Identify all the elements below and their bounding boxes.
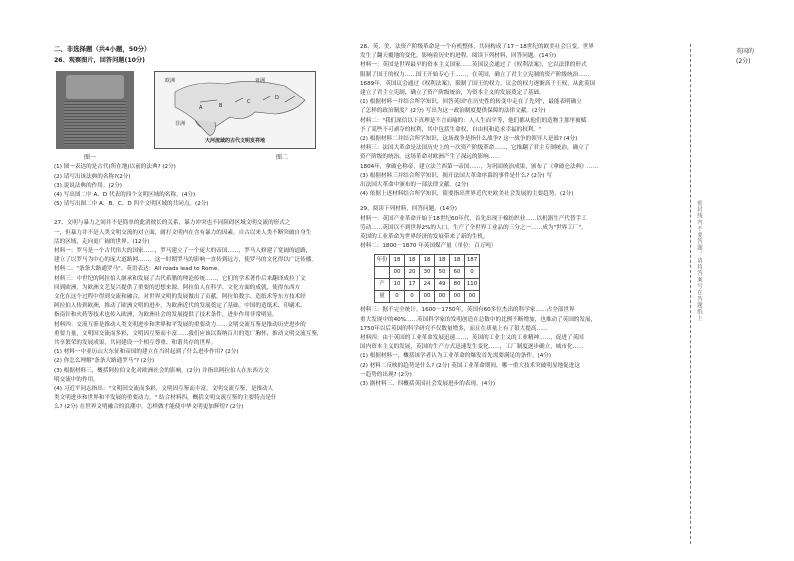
q27-material-3a: 材料三：中世纪的阿拉伯人继承和发展了古代希腊的理论传统……，它们的学术著作后来翻译成拉丁文 [54, 275, 306, 282]
table-row [375, 267, 480, 279]
q28-material-1a: 材料一：英国是世界最早的资本主义国家……英国议会通过了《权利法案》，它以法律的形式 [360, 62, 587, 69]
q27-sub-4: (4) 习近平同志指出："文明因交流而多彩，文明因互鉴而丰富。文明交流互鉴，是推动人 [54, 386, 274, 393]
q29-material-3b: 重大发现中的40%……英国科学家的发明创造在总数中的比例不断增加，也推动了英国的发展， [360, 316, 597, 323]
table-cell: 18 [405, 255, 420, 267]
q26-title: 26、观察图片，回答问题(10分) [54, 57, 145, 65]
q29-sub-2: (2) 材料二反映的趋势是什么? (2分) 英国工业革命期间，哪一重大技术突破明显地促进这 [360, 362, 580, 369]
table-cell: 0 [405, 291, 420, 303]
q27-sub-1: (1) 材料一中亚历山大东征和帝国的建立在当时起到了什么进步作用? (2分) [54, 349, 239, 356]
q28-intro-1: 28、英、美、法资产阶级革命是一个有机整体，共同构成了17－18世纪的欧美社会巨变，世界 [360, 44, 594, 50]
q29-material-1a: 材料一：英国产业革命开始于18世纪60年代，首先出现于棉纺织业……以机器生产代替手工 [360, 215, 587, 222]
q28-material-2a: 材料二："我们深信以下真理是不言而喻的：人人生而平等，他们都从他们的造物主那里被赋 [360, 117, 587, 124]
q27-material-3b: 回到欧洲，为欧洲文艺复兴提供了重要的思想来源。阿拉伯人在科学、文化方面的成就，使得东西方 [54, 284, 301, 291]
q27-sub-3: (3) 根据材料三，概括阿拉伯文化对欧洲社会的影响。(2分) 并指出阿拉伯人在东西方文 [54, 367, 270, 374]
table-cell: 年份 [375, 255, 390, 267]
q27-intro-3: 活的区域，走向更广阔的世界。(12分) [54, 238, 150, 245]
q28-material-1b: 限制了国王的权力……国王开始专心于……，在英国，确立了君主立宪制的资产阶级统治…… [360, 71, 590, 78]
q28-material-1d: 建立了君主立宪制，确立了资产阶级统治，为资本主义的发展奠定了基础。 [360, 90, 545, 97]
q29-intro: 29、阅读下列材料，回答问题。(14分) [360, 206, 457, 213]
q29-material-3c: 1750年以后英国的科学研究不仅数量增多，而且在质量上有了很大提高…… [360, 325, 548, 332]
table-cell: 00 [420, 291, 435, 303]
q27-material-4c: 共享繁荣的发展成果，共同建设一个相互尊重、和谐共存的世界。 [54, 340, 217, 347]
q27-material-4b: 重要力量，文明因交流而多彩，文明因互鉴而丰富……我们应该以海纳百川的宽广胸怀，推动文明交流互鉴， [54, 330, 323, 337]
q29-material-3a: 材料三：据不完全统计，1600－1750年，英国有60多位杰出的科学家……占全部世界 [360, 307, 575, 314]
table-cell: 50 [435, 267, 450, 279]
left-column [54, 0, 344, 413]
q27-sub-3b: 明交流中的作用。 [54, 376, 99, 383]
table-cell: 0 [390, 291, 405, 303]
table-cell: 18 [390, 255, 405, 267]
q27-intro-2: 一，但暴力并不是人类文明交流的对立面，耐打文明内在含有暴力的因素。自古以来人类不断突破自身生 [54, 229, 312, 236]
table-cell: 00 [390, 267, 405, 279]
q28-intro-2: 发生了翻天覆地的变化，影响着历史的进程。阅读下列材料，回答问题。(14分) [360, 53, 557, 60]
q27-material-1b: 建立了以罗马为中心的庞大道路网……，这一时期罗马的影响一直传到远方，使罗马的文化得以广泛传播。 [54, 257, 317, 264]
q28-sub-2: (2) 根据材料二并结合所学知识，这场战争是指什么战争? 这一战争的领导人是谁? (4分) [360, 136, 578, 143]
table-cell: 00 [465, 291, 480, 303]
q29-sub-1: (1) 根据材料一，概括该学者认为工业革命的爆发首先需要满足的条件。(4分) [360, 353, 552, 360]
map-caption: 大河流域的古代文明发祥地 [204, 138, 265, 145]
q29-material-1b: 劳动……英国以不到世界2%的人口，生产了全世界工业品的三分之一……成为"世界工厂"。 [360, 224, 587, 231]
right-score: (2分) [736, 58, 751, 65]
table-cell: 80 [450, 279, 465, 291]
table-row [375, 255, 480, 267]
table-cell: 10 [390, 279, 405, 291]
table-cell: 30 [420, 267, 435, 279]
table-cell: 00 [435, 291, 450, 303]
q28-material-3a: 材料三：法国大革命是法国历史上的一次资产阶级革命……，它推翻了君主专制统治，确立了 [360, 145, 590, 152]
q27-material-1a: 材料一：罗马是一个古代伟大的国家……，罗马建立了一个庞大的帝国……，罗马人修建了宽阔的道路， [54, 248, 312, 255]
table-cell [375, 267, 390, 279]
q27-material-3e: 指南针和火药等技术也传入欧洲，为欧洲社会的发展提供了技术条件，进步作用非常明显。 [54, 312, 278, 319]
q27-material-4a: 材料四：交流互鉴是推动人类文明进步和世界和平发展的重要动力……文明交流互鉴是推动历史进步的 [54, 321, 306, 328]
map-label-c: C [247, 99, 251, 106]
q26-figures [54, 69, 344, 163]
q26-sub-1: (1) 图一表达的是古代(所在地)以前的法典? (2分) [54, 164, 176, 171]
q29-sub-3: (3) 据材料三、四概括英国社会发展进步的表现。(4分) [360, 381, 496, 388]
q29-sub-2b: 一趋势的出现? (2分) [360, 371, 412, 378]
q26-sub-3: (3) 说说法典的作用。(2分) [54, 182, 122, 189]
table-cell: 187 [465, 255, 480, 267]
table-cell: 18 [450, 255, 465, 267]
table-cell: 60 [450, 267, 465, 279]
q28-sub-1: (1) 根据材料一并结合所学知识，回答英国"在历史性的转变中走在了先列"，最能表明确立 [360, 99, 582, 106]
table-row [375, 291, 480, 303]
figure-2-label: 图二 [276, 154, 289, 162]
q28-material-3c: 1804年，拿破仑称帝，建立法兰西第一帝国……，为巩固统治成果，颁布了《拿破仑法典》…… [360, 163, 598, 170]
table-cell: 24 [420, 279, 435, 291]
q27-sub-4b: 类文明进步和世界和平发展的重要动力。" 结合材料四，概括文明交流互鉴的主要特点是什 [54, 395, 277, 402]
q28-material-1c: 1689年，英国议会通过《权利法案》，限制了国王的权力，议会的权力逐渐高于王权，从此英国 [360, 80, 596, 87]
table-cell: 产 [375, 279, 390, 291]
q27-sub-2: (2) 你怎么理解"条条大路通罗马"? (2分) [54, 358, 155, 365]
table-row [375, 279, 480, 291]
map-label-d: D [275, 95, 279, 102]
q27-material-3d: 阿拉伯人传到欧洲，推动了欧洲文明的进步，为欧洲近代的发展奠定了基础。中国的造纸术、印刷术、 [54, 303, 306, 310]
table-cell: 17 [405, 279, 420, 291]
seal-line-notice: 密封线内不要答题，请将答案写在答题纸上 [696, 200, 702, 322]
seal-line [690, 44, 691, 544]
table-cell: 量 [375, 291, 390, 303]
map-label-europe: 欧洲 [165, 78, 176, 85]
river-civilizations-map [154, 71, 316, 149]
q27-material-3c: 文化在这个过程中得到交流和融合，对世界文明的发展做出了贡献。阿拉伯数字、造纸术等东方技术经 [54, 294, 306, 301]
table-cell: 110 [465, 279, 480, 291]
q26-sub-2: (2) 请写出该法典的名称?(2分) [54, 173, 131, 180]
map-label-africa: 非洲 [175, 121, 186, 128]
map-label-asia: 亚洲 [255, 78, 266, 85]
code-of-hammurabi-image [56, 71, 134, 149]
q28-sub-3b: 出法国大革命中颁布的一部法律文献。(2分) [360, 182, 469, 189]
table-cell: 00 [450, 291, 465, 303]
section-title: 二、非选择题（共4小题，50分） [54, 45, 151, 53]
map-label-b: B [219, 103, 223, 110]
q29-table-title: 材料二：1800－1870 年英国煤产量（单位：百万吨） [360, 243, 497, 250]
q27-material-2: 材料二："条条大路通罗马"。英语表达：All roads lead to Rome. [54, 266, 220, 273]
q27-intro-1: 27、文明与暴力之间并不是简单的此消彼长的关系，暴力冲突也不同阻碍区域文明交流的形式之 [54, 220, 291, 227]
q26-sub-4: (4) 写出图二中 A、D 代表的四个文明区域的名称。(4分) [54, 192, 196, 199]
middle-column [360, 0, 660, 389]
table-cell: 20 [405, 267, 420, 279]
right-top-text: 英国的 [736, 48, 755, 55]
q28-sub-4: (4) 依据上述材料结合所学知识，简要指出世界近代史欧美社会发展的主要趋势。(2分) [360, 191, 574, 198]
table-cell: 18 [435, 255, 450, 267]
figure-1-label: 图一 [84, 154, 97, 162]
q29-material-4b: 国内资本主义的发展，英国的生产方式迅速发生变化……，工厂制度逐步确立，城市化…… [360, 344, 584, 351]
q28-material-2b: 予了某些不可剥夺的权利，其中包括生命权、自由权和追求幸福的权利。" [360, 126, 542, 133]
q28-material-3b: 资产阶级的统治，这场革命对欧洲产生了深远的影响…… [360, 154, 500, 161]
coal-output-table [374, 254, 480, 303]
q28-sub-1b: 了怎样的政治制度？(2分) 写出为这一政治制度提供保障的法律文献。(2分) [360, 108, 546, 115]
q26-sub-5: (5) 请写出图二中 A、B、C、D 四个文明区域的共同点。(2分) [54, 201, 209, 208]
q29-material-1c: 英国的工业革命为世界经济的发展带来了新的生机。 [360, 234, 489, 241]
binding-margin [676, 0, 794, 561]
table-cell: 0 [465, 267, 480, 279]
q27-sub-4c: 么? (2分) 在世界文明融合的浪潮中，怎样做才能使中华文明更加辉煌? (2分) [54, 404, 244, 411]
map-label-a: A [199, 105, 203, 112]
q29-material-4a: 材料四：由于英国的工业革命发展迅速……，英国的工业主义的工业精神……，促进了英国 [360, 335, 584, 342]
table-cell: 49 [435, 279, 450, 291]
table-cell: 18 [420, 255, 435, 267]
q28-sub-3: (3) 根据材料三并结合所学知识，揭开法国大革命序幕的事件是什么? (2分) 写 [360, 172, 552, 179]
